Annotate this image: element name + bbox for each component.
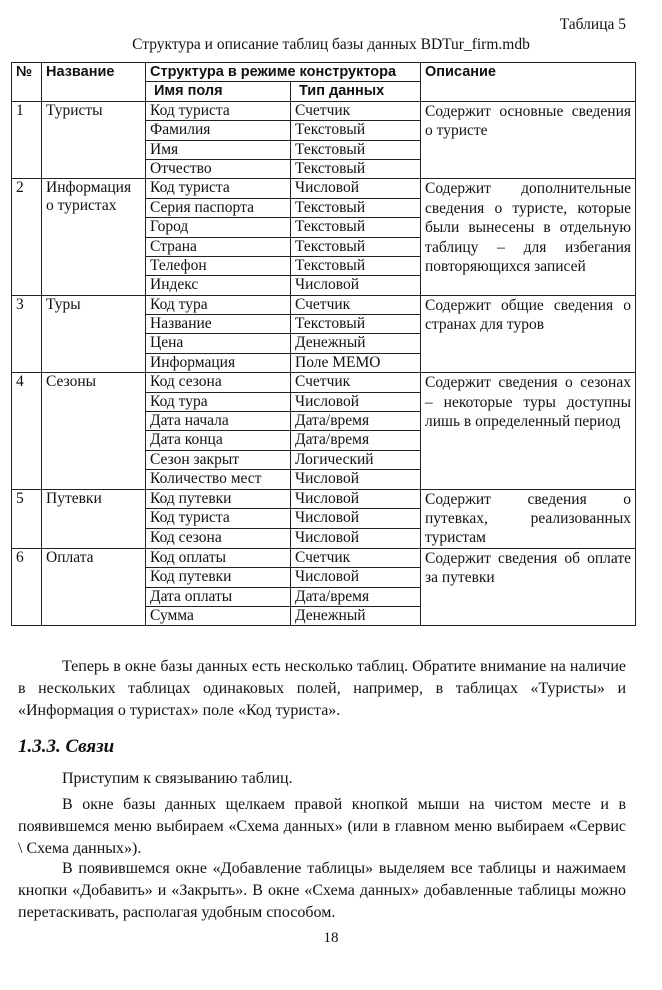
header-structure: Структура в режиме конструктора xyxy=(146,63,421,82)
cell-num: 2 xyxy=(12,179,42,295)
cell-data-type: Денежный xyxy=(291,606,421,625)
cell-data-type: Счетчик xyxy=(291,295,421,314)
cell-field-name: Фамилия xyxy=(146,121,291,140)
cell-num: 5 xyxy=(12,489,42,548)
cell-data-type: Счетчик xyxy=(291,548,421,567)
table-row xyxy=(12,489,636,509)
cell-table-name: Сезоны xyxy=(42,373,146,489)
cell-description: Содержит общие сведения о странах для туров xyxy=(421,295,636,373)
cell-field-name: Код путевки xyxy=(146,568,291,587)
cell-num: 3 xyxy=(12,295,42,373)
cell-description: Содержит дополнительные сведения о туристе, которые были вынесены в отдельную таблицу – для избегания повторяющихся записей xyxy=(421,179,636,295)
cell-data-type: Числовой xyxy=(291,179,421,198)
cell-field-name: Отчество xyxy=(146,159,291,178)
paragraph-add-tables: В появившемся окне «Добавление таблицы» выделяем все таблицы и нажимаем кнопки «Добавить» и «Закрыть». В окне «Схема данных» добавленные таблицы можно перетаскивать, располагая удобным способом. xyxy=(18,860,626,921)
cell-field-name: Имя xyxy=(146,140,291,159)
cell-data-type: Текстовый xyxy=(291,121,421,140)
cell-data-type: Числовой xyxy=(291,470,421,489)
cell-data-type: Числовой xyxy=(291,568,421,587)
page-number: 18 xyxy=(323,930,339,946)
cell-field-name: Код туриста xyxy=(146,179,291,198)
cell-data-type: Счетчик xyxy=(291,373,421,392)
table-label: Таблица 5 xyxy=(559,16,626,33)
cell-field-name: Индекс xyxy=(146,276,291,295)
table-row xyxy=(12,179,636,198)
cell-num: 1 xyxy=(12,101,42,179)
cell-field-name: Код сезона xyxy=(146,373,291,392)
structure-table xyxy=(11,62,636,626)
cell-description: Содержит сведения о сезонах – некоторые туры доступны лишь в определенный период xyxy=(421,373,636,489)
paragraph-schema: В окне базы данных щелкаем правой кнопкой мыши на чистом месте и в появившемся меню выбираем «Схема данных» (или в главном меню выбираем «Сервис \ Схема данных»). xyxy=(18,796,626,857)
cell-field-name: Цена xyxy=(146,334,291,353)
cell-data-type: Текстовый xyxy=(291,140,421,159)
cell-field-name: Дата оплаты xyxy=(146,587,291,606)
header-num: № xyxy=(12,63,42,102)
cell-field-name: Код тура xyxy=(146,392,291,411)
table-row xyxy=(12,101,636,120)
cell-data-type: Текстовый xyxy=(291,315,421,334)
cell-table-name: Туристы xyxy=(42,101,146,179)
table-row xyxy=(12,295,636,314)
cell-data-type: Денежный xyxy=(291,334,421,353)
cell-field-name: Город xyxy=(146,218,291,237)
cell-field-name: Код туриста xyxy=(146,101,291,120)
cell-data-type: Дата/время xyxy=(291,412,421,431)
cell-data-type: Поле MEMO xyxy=(291,353,421,372)
header-field-name: Имя поля xyxy=(146,82,291,101)
table-body xyxy=(12,101,636,626)
cell-field-name: Дата начала xyxy=(146,412,291,431)
cell-field-name: Код путевки xyxy=(146,489,291,509)
cell-description: Содержит сведения о путевках, реализованных туристам xyxy=(421,489,636,548)
cell-data-type: Текстовый xyxy=(291,237,421,256)
cell-data-type: Текстовый xyxy=(291,256,421,275)
cell-field-name: Телефон xyxy=(146,256,291,275)
cell-field-name: Количество мест xyxy=(146,470,291,489)
table-caption: Структура и описание таблиц базы данных BDTur_firm.mdb xyxy=(132,36,530,53)
cell-data-type: Числовой xyxy=(291,509,421,529)
cell-field-name: Код оплаты xyxy=(146,548,291,567)
cell-data-type: Числовой xyxy=(291,392,421,411)
cell-data-type: Числовой xyxy=(291,489,421,509)
cell-field-name: Дата конца xyxy=(146,431,291,450)
section-heading: 1.3.3. Связи xyxy=(18,736,115,757)
cell-table-name: Информация о туристах xyxy=(42,179,146,295)
header-name: Название xyxy=(42,63,146,102)
cell-data-type: Дата/время xyxy=(291,587,421,606)
cell-num: 4 xyxy=(12,373,42,489)
cell-table-name: Туры xyxy=(42,295,146,373)
cell-field-name: Информация xyxy=(146,353,291,372)
cell-field-name: Код туриста xyxy=(146,509,291,529)
cell-field-name: Название xyxy=(146,315,291,334)
paragraph-intro: Теперь в окне базы данных есть несколько таблиц. Обратите внимание на наличие в нескольких таблицах одинаковых полей, например, в таблицах «Туристы» и «Информация о туристах» поле «Код туриста». xyxy=(18,658,626,719)
header-data-type: Тип данных xyxy=(291,82,421,101)
cell-table-name: Оплата xyxy=(42,548,146,626)
cell-field-name: Страна xyxy=(146,237,291,256)
cell-field-name: Серия паспорта xyxy=(146,198,291,217)
cell-field-name: Сезон закрыт xyxy=(146,450,291,469)
cell-description: Содержит основные сведения о туристе xyxy=(421,101,636,179)
cell-data-type: Логический xyxy=(291,450,421,469)
cell-data-type: Числовой xyxy=(291,529,421,549)
cell-description: Содержит сведения об оплате за путевки xyxy=(421,548,636,626)
cell-field-name: Код сезона xyxy=(146,529,291,549)
table-row xyxy=(12,373,636,392)
paragraph-start: Приступим к связыванию таблиц. xyxy=(62,770,293,787)
cell-data-type: Текстовый xyxy=(291,198,421,217)
cell-table-name: Путевки xyxy=(42,489,146,548)
cell-data-type: Дата/время xyxy=(291,431,421,450)
table-row xyxy=(12,548,636,567)
cell-data-type: Текстовый xyxy=(291,218,421,237)
cell-data-type: Числовой xyxy=(291,276,421,295)
cell-data-type: Счетчик xyxy=(291,101,421,120)
cell-field-name: Сумма xyxy=(146,606,291,625)
cell-num: 6 xyxy=(12,548,42,626)
cell-data-type: Текстовый xyxy=(291,159,421,178)
header-description: Описание xyxy=(421,63,636,102)
cell-field-name: Код тура xyxy=(146,295,291,314)
